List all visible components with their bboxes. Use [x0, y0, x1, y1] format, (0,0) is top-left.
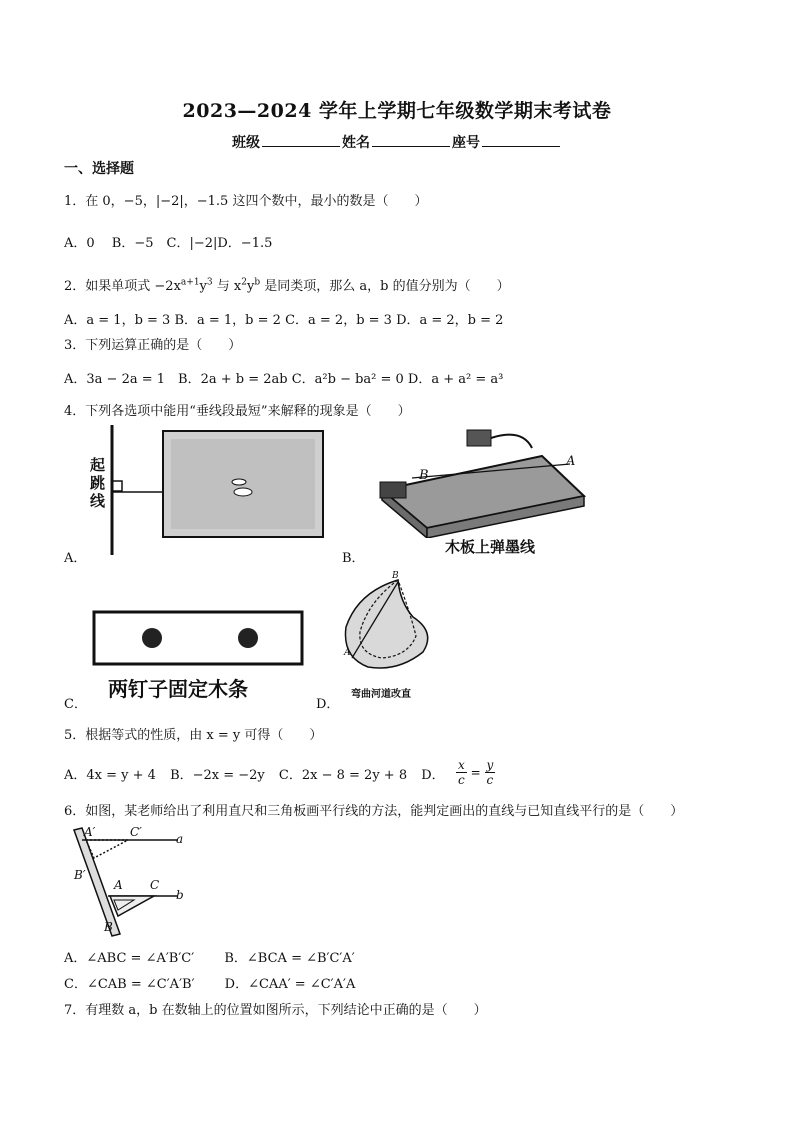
- q2-part: 与 x: [212, 279, 242, 294]
- question-1-stem: 1．在 0，−5，|−2|，−1.5 这四个数中，最小的数是（ ）: [64, 194, 428, 209]
- q6-option-a: A．∠ABC = ∠A′B′C′: [64, 951, 195, 966]
- question-3-stem: 3．下列运算正确的是（ ）: [64, 338, 242, 353]
- question-3-options: A．3a − 2a = 1 B．2a + b = 2ab C．a²b − ba² = 0 D．a + a² = a³: [64, 372, 504, 387]
- name-blank[interactable]: [372, 134, 450, 147]
- label-c-prime: C′: [130, 825, 142, 839]
- q4-option-c-label: C．: [64, 697, 87, 712]
- label-line-b: b: [176, 888, 184, 902]
- label-a-prime: A′: [84, 825, 96, 839]
- fraction-num: x: [458, 758, 465, 772]
- question-6-options-row1: [64, 947, 355, 966]
- q2-part: 2．如果单项式 −2x: [64, 279, 181, 294]
- question-4-stem: 4．下列各选项中能用“垂线段最短”来解释的现象是（ ）: [64, 404, 411, 419]
- q5-option-c: C．2x − 8 = 2y + 8: [278, 768, 408, 783]
- figure-two-nails: [92, 610, 304, 668]
- river-caption: 弯曲河道改直: [351, 689, 411, 700]
- q2-part: y: [246, 279, 255, 294]
- q6-option-c: C．∠CAB = ∠C′A′B′: [64, 977, 195, 992]
- takeoff-char: 跳: [90, 474, 106, 492]
- q5-option-d-prefix: D．: [421, 768, 445, 783]
- label-line-a: a: [176, 832, 184, 846]
- q2-sup: 3: [206, 277, 213, 288]
- section-heading: 一、选择题: [64, 161, 134, 177]
- question-2-stem: [64, 275, 510, 294]
- q6-option-b: B．∠BCA = ∠B′C′A′: [224, 951, 355, 966]
- q4-option-b-label: B．: [342, 551, 365, 566]
- q5-option-d-fraction: [456, 758, 495, 787]
- q6-option-d: D．∠CAA′ = ∠C′A′A: [224, 977, 356, 992]
- fraction-eq: =: [470, 765, 481, 780]
- class-label: 班级: [232, 135, 260, 151]
- plank-point-a: A: [566, 454, 576, 469]
- class-blank[interactable]: [262, 134, 340, 147]
- q2-sup: 2: [241, 277, 247, 288]
- q2-sup: a+1: [180, 277, 200, 288]
- question-6-options-row2: [64, 973, 355, 992]
- seat-label: 座号: [452, 135, 480, 151]
- figure-plank-ink-line: [372, 428, 597, 538]
- q2-sup: b: [254, 277, 261, 288]
- question-7-stem: 7．有理数 a，b 在数轴上的位置如图所示，下列结论中正确的是（ ）: [64, 1003, 487, 1018]
- q5-option-b: B．−2x = −2y: [170, 768, 265, 783]
- takeoff-line-text: [90, 456, 105, 510]
- label-point-b: B: [104, 920, 113, 934]
- river-point-a: A: [344, 648, 351, 658]
- seat-blank[interactable]: [482, 134, 560, 147]
- q5-option-a: A．4x = y + 4: [64, 768, 156, 783]
- question-5-options: [64, 764, 445, 783]
- takeoff-char: 起: [90, 456, 106, 474]
- takeoff-char: 线: [90, 492, 106, 510]
- plank-caption: 木板上弹墨线: [445, 538, 536, 556]
- fraction-num: y: [486, 758, 494, 772]
- fraction-den: c: [486, 773, 494, 787]
- q2-part: 是同类项，那么 a，b 的值分别为（ ）: [260, 279, 510, 294]
- figure-river-straighten: [338, 572, 443, 684]
- figure-long-jump: [85, 425, 330, 557]
- name-label: 姓名: [342, 135, 370, 151]
- fraction-den: c: [458, 773, 465, 787]
- label-point-c: C: [150, 878, 160, 892]
- plank-point-b: B: [419, 468, 429, 483]
- q4-option-a-label: A．: [64, 551, 87, 566]
- fraction-y-over-c: [485, 758, 496, 787]
- question-6-stem: 6．如图，某老师给出了利用直尺和三角板画平行线的方法，能判定画出的直线与已知直线平行的是（ ）: [64, 804, 684, 819]
- exam-title: 2023—2024 学年上学期七年级数学期末考试卷: [182, 100, 612, 122]
- question-2-options: A．a = 1，b = 3 B．a = 1，b = 2 C．a = 2，b = 3 D．a = 2，b = 2: [64, 313, 504, 328]
- q2-part: y: [199, 279, 207, 294]
- label-point-a: A: [114, 878, 123, 892]
- label-b-prime: B′: [74, 868, 86, 882]
- student-info-line: [0, 132, 794, 152]
- question-5-stem: 5．根据等式的性质，由 x = y 可得（ ）: [64, 728, 323, 743]
- q4-option-d-label: D．: [316, 697, 340, 712]
- fraction-x-over-c: [456, 758, 467, 787]
- question-1-options: A．0 B．−5 C．|−2|D．−1.5: [64, 236, 273, 251]
- river-point-b: B: [392, 571, 399, 581]
- nails-caption: 两钉子固定木条: [108, 677, 248, 701]
